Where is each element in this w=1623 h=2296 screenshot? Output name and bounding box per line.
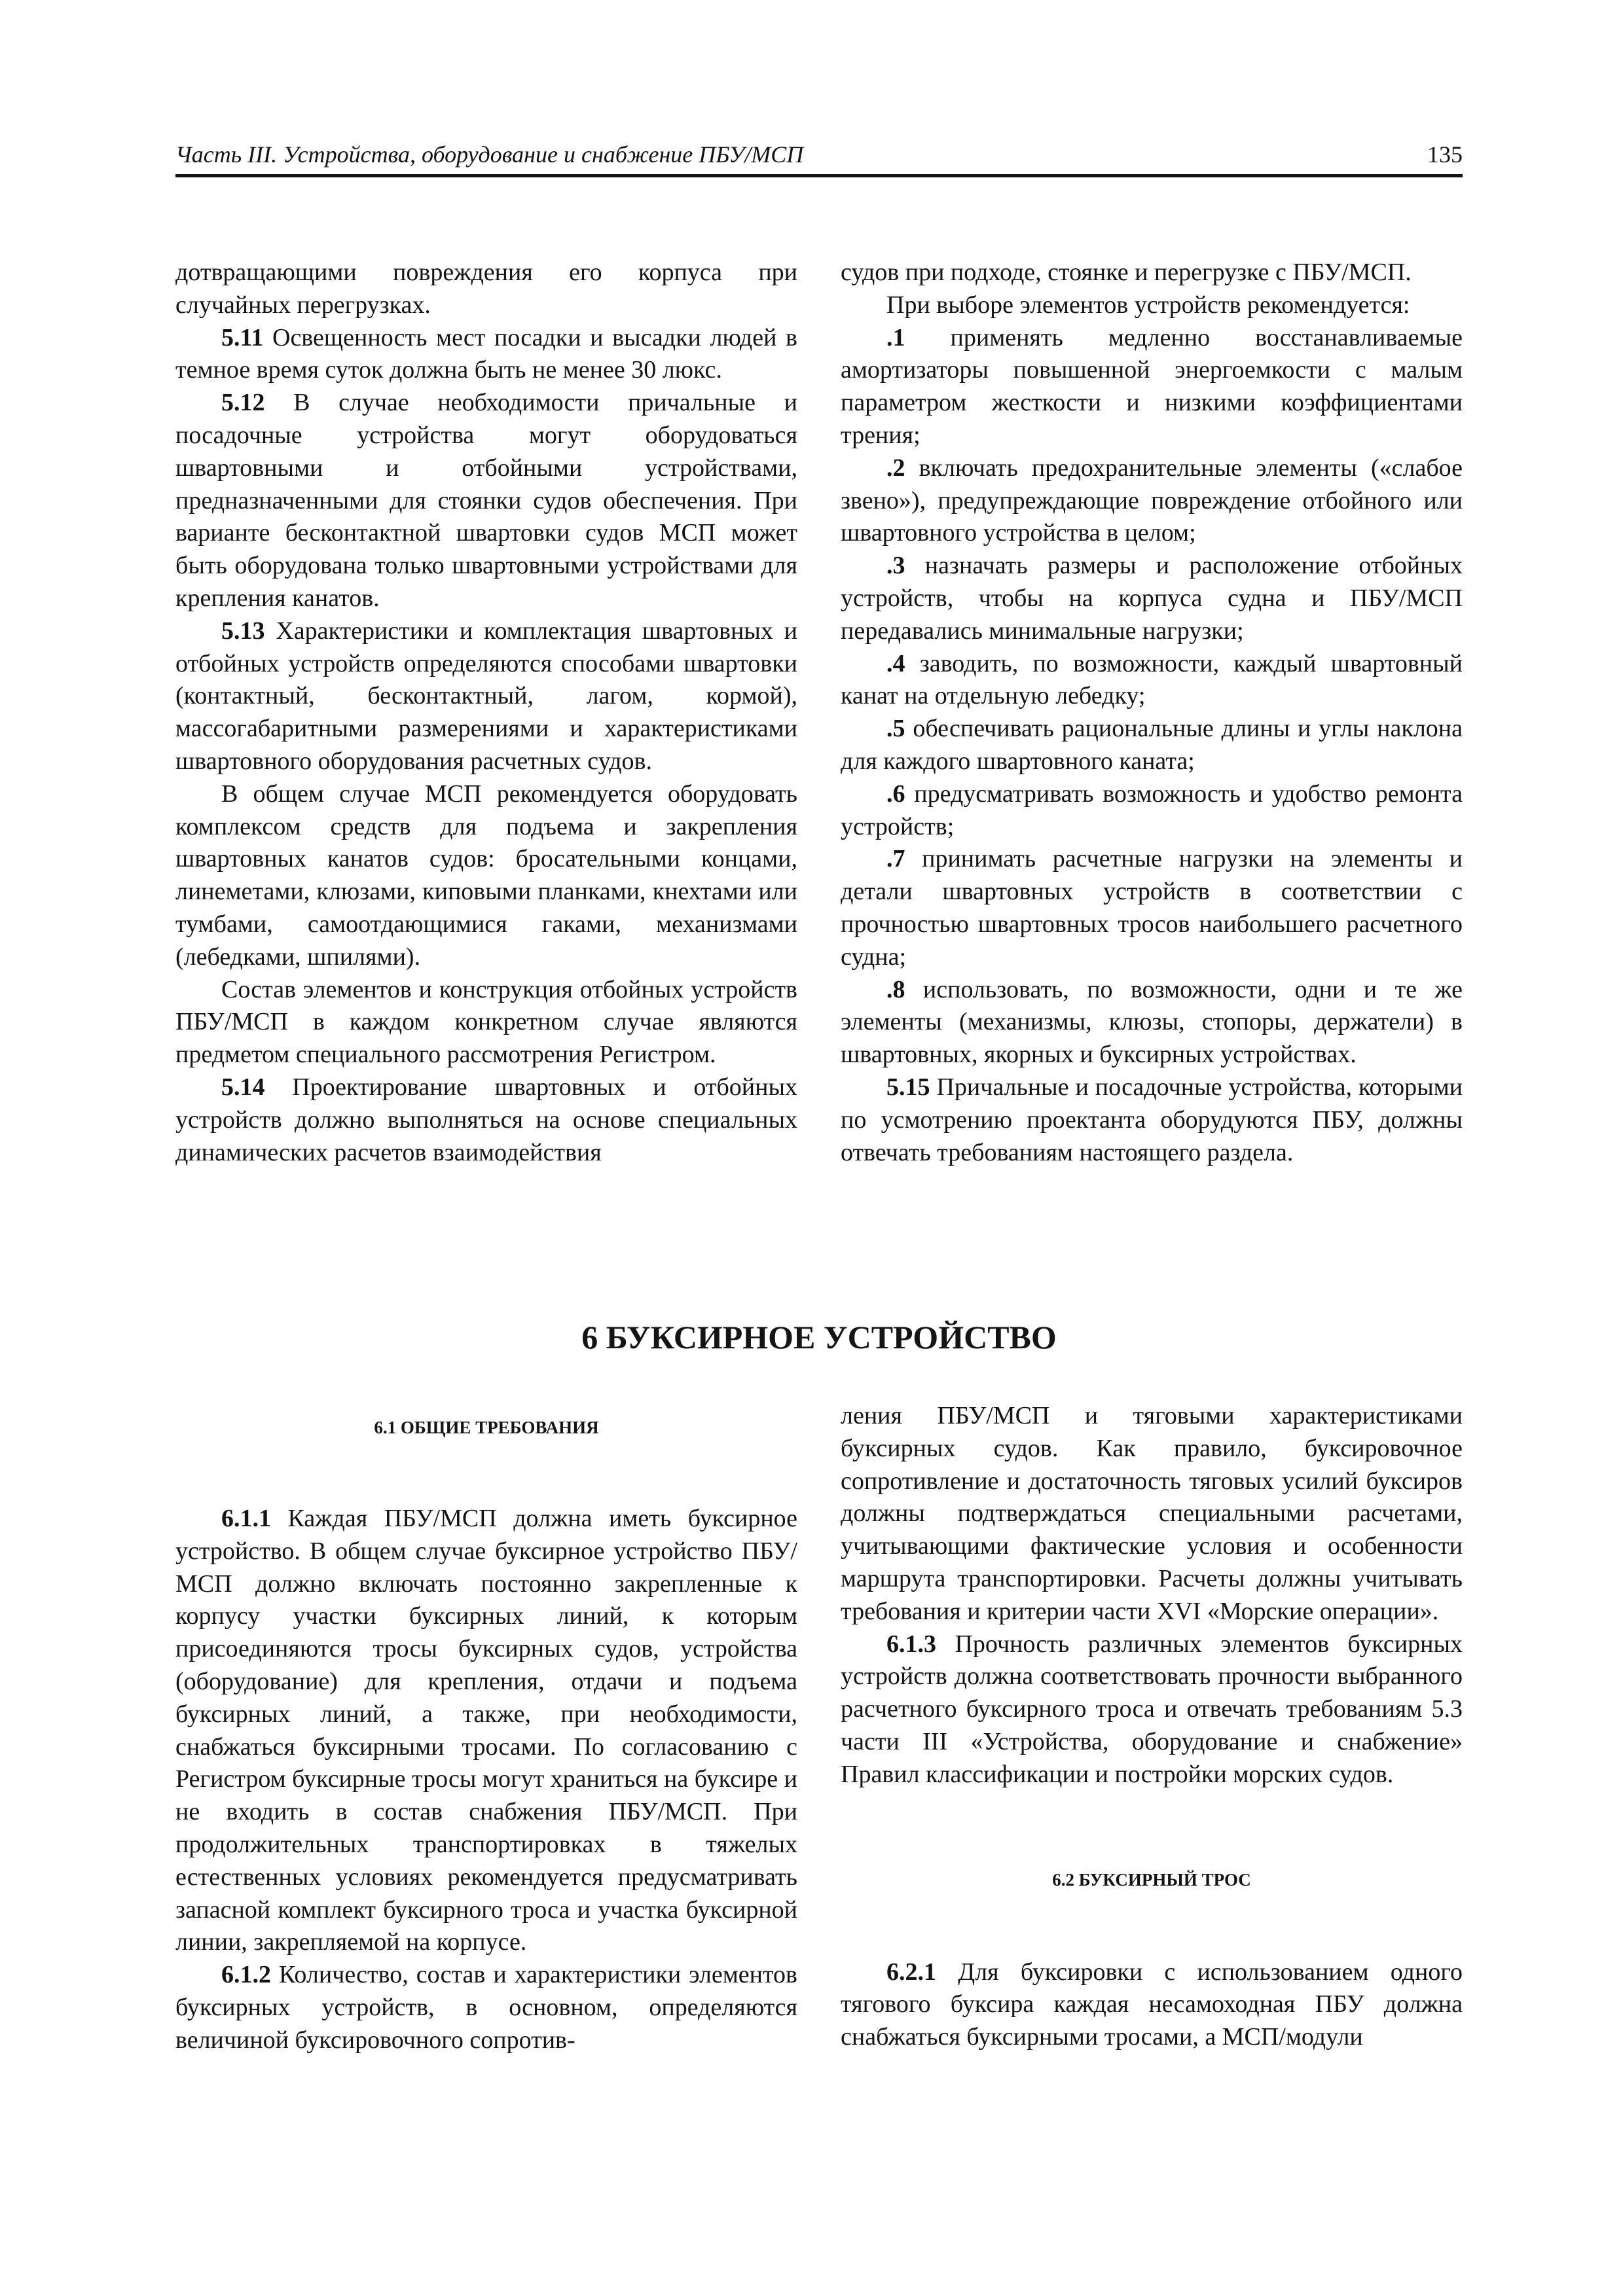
paragraph-text: Причальные и посадочные устройства, которыми по усмотрению проектанта оборудуются ПБУ, должны отвечать требованиям настоящего раздела. [841,1073,1463,1166]
clause-number: .8 [886,975,905,1003]
bottom-right-paragraphs-a [841,1400,1463,1791]
running-header [175,143,1463,166]
clause-number: 5.11 [221,323,264,351]
paragraph [841,322,1463,452]
paragraph-text: Проектирование швартовных и отбойных устройств должно выполняться на основе специальных динамических расчетов взаимодействия [175,1073,797,1166]
paragraph [841,648,1463,713]
paragraph [841,452,1463,550]
paragraph [841,550,1463,647]
clause-number: .5 [886,715,905,743]
clause-number: 6.1.1 [221,1505,271,1532]
paragraph-text: При выборе элементов устройств рекомендуется: [886,291,1410,319]
paragraph-text: Количество, состав и характеристики элементов буксирных устройств, в основном, определяются величиной буксировочного сопротив- [175,1961,797,2054]
clause-number: 6.1.2 [221,1961,271,1989]
paragraph [175,778,797,974]
paragraph-text: Каждая ПБУ/МСП должна иметь буксирное устройство. В общем случае буксирное устройство ПБУ/МСП должно включать постоянно закрепленные к корпусу участки буксирных линий, к которым присоединяются тросы буксирных судов, устройства (оборудование) для крепления, отдачи и подъема буксирных линий, а также, при необходимости, снабжаться буксирными тросами. По согласованию с Регистром буксирные тросы могут храниться на буксире и не входить в состав снабжения ПБУ/МСП. При продолжительных транспортировках в тяжелых естественных условиях рекомендуется предусматривать запасной комплект буксирного троса и участка буксирной линии, закрепляемой на корпусе. [175,1505,797,1956]
clause-number: .1 [886,323,905,351]
paragraph [841,843,1463,973]
paragraph-text: В случае необходимости причальные и посадочные устройства могут оборудоваться швартовными и отбойными устройствами, предназначенными для стоянки судов обеспечения. При варианте бесконтактной швартовки судов МСП может быть оборудована только швартовными устройствами для крепления канатов. [175,389,797,612]
paragraph [841,778,1463,844]
bottom-right-column [841,1400,1463,2054]
clause-number: .2 [886,454,905,482]
paragraph-text: В общем случае МСП рекомендуется оборудовать комплексом средств для подъема и закрепления швартовных канатов судов: бросательными концами, линеметами, клюзами, киповыми планками, кнехтами или тумбами, самоотдающимися гаками, механизмами (лебедками, шпилями). [175,780,797,971]
clause-number: .4 [886,649,905,677]
bottom-right-paragraphs-b [841,1956,1463,2054]
clause-number: 6.1.3 [886,1630,936,1658]
section-title: 6 БУКСИРНОЕ УСТРОЙСТВО [581,1319,1057,1355]
paragraph-text: судов при подходе, стоянке и перегрузке с ПБУ/МСП. [841,259,1412,286]
paragraph [841,974,1463,1071]
top-left-column [175,257,797,1169]
paragraph [175,1503,797,1959]
paragraph [175,615,797,778]
clause-number: 6.2.1 [886,1958,936,1986]
paragraph [175,322,797,387]
clause-number: 5.15 [886,1073,930,1101]
subsection-heading-6-2: 6.2 БУКСИРНЫЙ ТРОС [1052,1869,1251,1890]
bottom-left-column [175,1419,797,2057]
page-number: 135 [1427,141,1463,168]
running-header-title: Часть III. Устройства, оборудование и снабжение ПБУ/МСП [175,141,804,168]
paragraph-text: Для буксировки с использованием одного тягового буксира каждая несамоходная ПБУ должна снабжаться буксирными тросами, а МСП/модули [841,1958,1463,2051]
paragraph-text: предусматривать возможность и удобство ремонта устройств; [841,780,1463,840]
paragraph-text: применять медленно восстанавливаемые амортизаторы повышенной энергоемкости с малым параметром жесткости и низкими коэффициентами трения; [841,323,1463,449]
paragraph [175,1959,797,2056]
paragraph-text: Прочность различных элементов буксирных устройств должна соответствовать прочности выбранного расчетного буксирного троса и отвечать требованиям 5.3 части III «Устройства, оборудование и снабжение» Правил классификации и постройки морских судов. [841,1630,1463,1788]
paragraph-text: назначать размеры и расположение отбойных устройств, чтобы на корпуса судна и ПБУ/МСП передавались минимальные нагрузки; [841,552,1463,645]
paragraph-text: Освещенность мест посадки и высадки людей в темное время суток должна быть не менее 30 люкс. [175,323,797,384]
clause-number: .6 [886,780,905,808]
paragraph [841,1071,1463,1169]
paragraph-text: Состав элементов и конструкция отбойных устройств ПБУ/МСП в каждом конкретном случае являются предметом специального рассмотрения Регистром. [175,975,797,1069]
paragraph [841,257,1463,289]
paragraph-text: использовать, по возможности, одни и те же элементы (механизмы, клюзы, стопоры, держатели) в швартовных, якорных и буксирных устройствах. [841,975,1463,1069]
clause-number: 5.12 [221,389,265,417]
paragraph [175,974,797,1071]
clause-number: .3 [886,552,905,580]
paragraph-text: дотвращающими повреждения его корпуса при случайных перегрузках. [175,259,797,319]
clause-number: 5.13 [221,617,265,645]
paragraph-text: включать предохранительные элементы («слабое звено»), предупреждающие повреждение отбойного или швартовного устройства в целом; [841,454,1463,547]
paragraph [841,289,1463,322]
paragraph [841,713,1463,778]
paragraph [175,1071,797,1169]
paragraph [841,1956,1463,2054]
bottom-left-paragraphs [175,1503,797,2057]
paragraph [841,1400,1463,1628]
paragraph [175,257,797,322]
paragraph [841,1628,1463,1791]
paragraph-text: Характеристики и комплектация швартовных и отбойных устройств определяются способами швартовки (контактный, бесконтактный, лагом, кормой), массогабаритными размерениями и характеристиками швартовного оборудования расчетных судов. [175,617,797,775]
clause-number: 5.14 [221,1073,265,1101]
paragraph-text: ления ПБУ/МСП и тяговыми характеристиками буксирных судов. Как правило, буксировочное сопротивление и достаточность тяговых усилий буксиров должны подтверждаться специальными расчетами, учитывающими фактические условия и особенности маршрута транспортировки. Расчеты должны учитывать требования и критерии части XVI «Морские операции». [841,1402,1463,1625]
paragraph-text: заводить, по возможности, каждый швартовный канат на отдельную лебедку; [841,649,1463,710]
header-rule [175,174,1463,177]
paragraph [175,387,797,615]
paragraph-text: обеспечивать рациональные длины и углы наклона для каждого швартовного каната; [841,715,1463,775]
subsection-heading-6-1: 6.1 ОБЩИЕ ТРЕБОВАНИЯ [374,1418,599,1437]
clause-number: .7 [886,845,905,873]
paragraph-text: принимать расчетные нагрузки на элементы и детали швартовных устройств в соответствии с прочностью швартовных тросов наибольшего расчетного судна; [841,845,1463,971]
top-right-column [841,257,1463,1169]
